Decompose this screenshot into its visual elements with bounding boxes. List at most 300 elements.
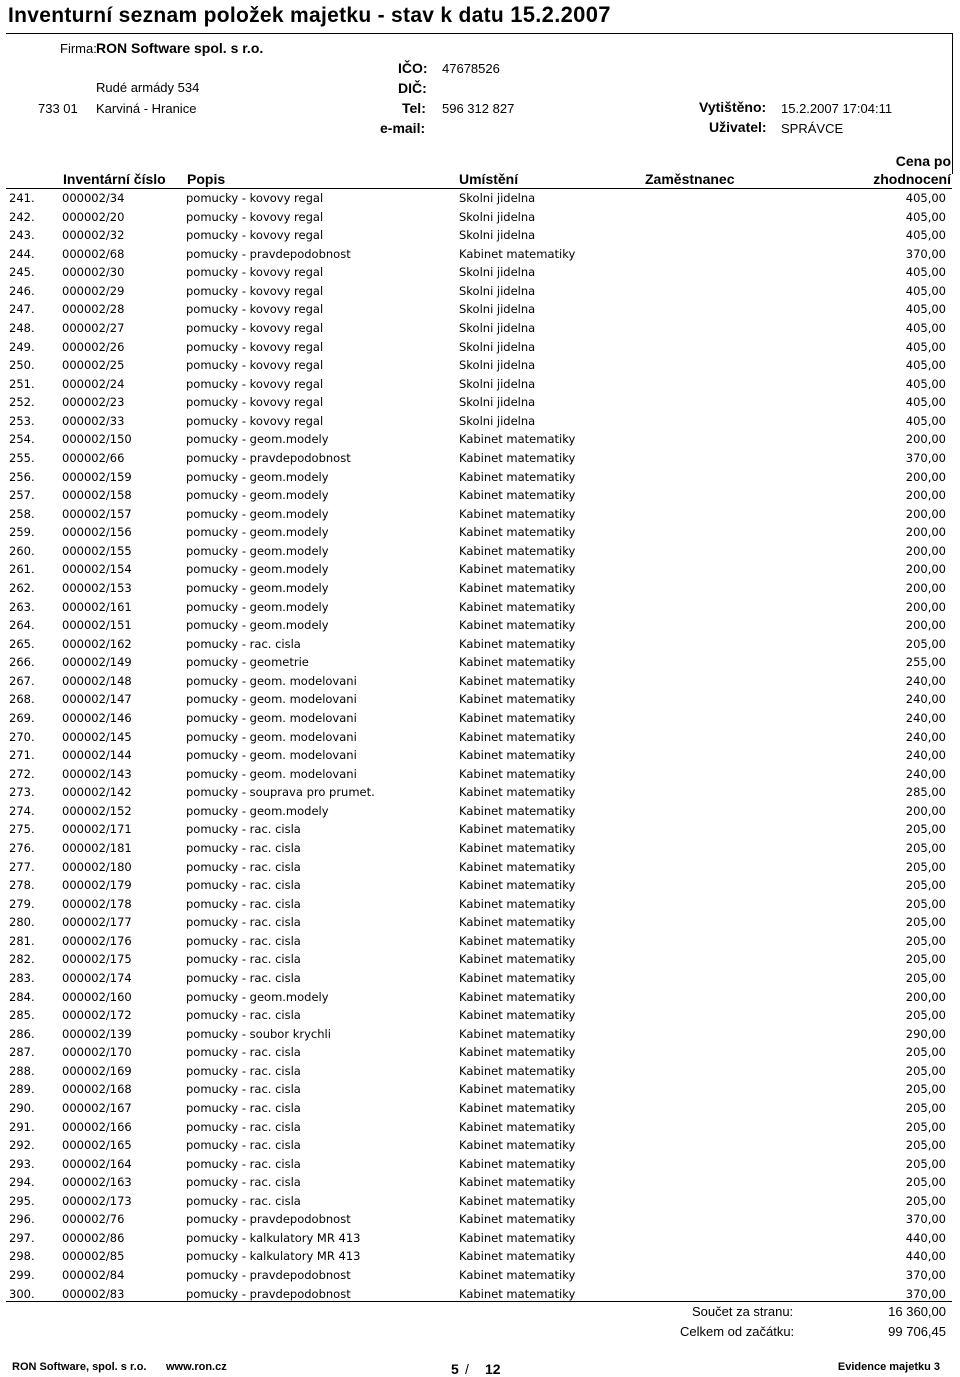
row-location: Kabinet matematiky [459,673,576,688]
row-number: 255. [9,450,35,465]
row-location: Kabinet matematiky [459,1063,576,1078]
table-row [0,523,960,541]
row-inventory-number: 000002/177 [62,915,132,930]
row-location: Kabinet matematiky [459,1045,576,1060]
row-inventory-number: 000002/149 [62,655,132,670]
row-description: pomucky - rac. cisla [186,933,301,948]
row-inventory-number: 000002/173 [62,1193,132,1208]
row-location: Kabinet matematiky [459,878,576,893]
row-value: 405,00 [905,228,946,243]
table-row [0,245,960,263]
row-location: Kabinet matematiky [459,1026,576,1041]
table-row [0,300,960,318]
row-description: pomucky - geom.modely [186,580,329,595]
row-location: Kabinet matematiky [459,1286,576,1301]
row-value: 200,00 [905,506,946,521]
row-number: 284. [9,989,35,1004]
row-number: 242. [9,209,35,224]
row-inventory-number: 000002/32 [62,228,125,243]
table-row [0,468,960,486]
row-number: 245. [9,265,35,280]
row-location: Kabinet matematiky [459,488,576,503]
row-description: pomucky - kovovy regal [186,358,324,373]
row-location: Kabinet matematiky [459,710,576,725]
table-row [0,690,960,708]
row-value: 405,00 [905,320,946,335]
row-description: pomucky - rac. cisla [186,840,301,855]
table-row [0,653,960,671]
row-location: Kabinet matematiky [459,785,576,800]
row-value: 200,00 [905,469,946,484]
row-value: 440,00 [905,1249,946,1264]
row-location: Skolni jidelna [459,265,536,280]
row-value: 205,00 [905,840,946,855]
row-number: 296. [9,1212,35,1227]
row-number: 272. [9,766,35,781]
table-row [0,988,960,1006]
footer-report: Evidence majetku 3 [837,1361,940,1373]
row-location: Kabinet matematiky [459,432,576,447]
table-row [0,598,960,616]
row-inventory-number: 000002/169 [62,1063,132,1078]
row-description: pomucky - geom.modely [186,506,329,521]
row-location: Kabinet matematiky [459,915,576,930]
table-row [0,950,960,968]
row-number: 275. [9,822,35,837]
row-value: 205,00 [905,1156,946,1171]
row-value: 240,00 [905,748,946,763]
row-number: 274. [9,803,35,818]
row-description: pomucky - geom.modely [186,469,329,484]
table-row [0,746,960,764]
row-number: 285. [9,1008,35,1023]
row-value: 205,00 [905,1008,946,1023]
table-row [0,635,960,653]
row-number: 257. [9,488,35,503]
table-row [0,189,960,207]
row-inventory-number: 000002/157 [62,506,132,521]
table-row [0,208,960,226]
row-number: 266. [9,655,35,670]
row-description: pomucky - soubor krychli [186,1026,331,1041]
table-row [0,356,960,374]
row-location: Kabinet matematiky [459,1100,576,1115]
row-description: pomucky - geom.modely [186,432,329,447]
row-value: 205,00 [905,878,946,893]
row-number: 297. [9,1230,35,1245]
row-number: 267. [9,673,35,688]
footer-sep: / [465,1361,469,1377]
row-location: Skolni jidelna [459,376,536,391]
table-row [0,579,960,597]
table-row [0,1025,960,1043]
row-value: 370,00 [905,450,946,465]
row-value: 200,00 [905,599,946,614]
row-number: 265. [9,636,35,651]
row-description: pomucky - pravdepodobnost [186,1212,351,1227]
row-inventory-number: 000002/29 [62,283,125,298]
row-number: 247. [9,302,35,317]
footer-web: www.ron.cz [166,1361,227,1373]
dic-label: DIČ: [398,80,427,96]
row-inventory-number: 000002/178 [62,896,132,911]
row-number: 276. [9,840,35,855]
row-value: 240,00 [905,729,946,744]
row-description: pomucky - rac. cisla [186,1119,301,1134]
table-row [0,858,960,876]
row-value: 205,00 [905,1045,946,1060]
row-number: 283. [9,970,35,985]
row-location: Kabinet matematiky [459,469,576,484]
footer-pages: 12 [485,1361,501,1377]
row-location: Kabinet matematiky [459,1175,576,1190]
table-row [0,1043,960,1061]
row-value: 205,00 [905,859,946,874]
row-inventory-number: 000002/30 [62,265,125,280]
row-inventory-number: 000002/20 [62,209,125,224]
table-row [0,1062,960,1080]
row-location: Kabinet matematiky [459,748,576,763]
row-location: Kabinet matematiky [459,822,576,837]
table-row [0,1006,960,1024]
row-number: 249. [9,339,35,354]
row-location: Kabinet matematiky [459,840,576,855]
row-inventory-number: 000002/176 [62,933,132,948]
row-location: Kabinet matematiky [459,729,576,744]
table-bottom-rule [6,1301,952,1302]
row-value: 200,00 [905,618,946,633]
col-price-2: zhodnocení [873,171,951,187]
row-description: pomucky - rac. cisla [186,896,301,911]
row-location: Kabinet matematiky [459,970,576,985]
row-inventory-number: 000002/167 [62,1100,132,1115]
row-number: 252. [9,395,35,410]
row-inventory-number: 000002/139 [62,1026,132,1041]
row-number: 243. [9,228,35,243]
row-location: Kabinet matematiky [459,599,576,614]
row-location: Kabinet matematiky [459,580,576,595]
row-location: Kabinet matematiky [459,618,576,633]
row-description: pomucky - geom. modelovani [186,710,357,725]
row-number: 294. [9,1175,35,1190]
row-location: Kabinet matematiky [459,1212,576,1227]
table-row [0,393,960,411]
row-value: 200,00 [905,488,946,503]
row-number: 268. [9,692,35,707]
row-value: 240,00 [905,766,946,781]
row-value: 405,00 [905,358,946,373]
row-location: Kabinet matematiky [459,636,576,651]
row-inventory-number: 000002/83 [62,1286,125,1301]
table-row [0,1266,960,1284]
row-number: 300. [9,1286,35,1301]
row-inventory-number: 000002/146 [62,710,132,725]
table-row [0,709,960,727]
row-description: pomucky - geom. modelovani [186,766,357,781]
table-row [0,802,960,820]
row-number: 241. [9,191,35,205]
row-inventory-number: 000002/144 [62,748,132,763]
firma-name: RON Software spol. s r.o. [96,40,264,56]
row-inventory-number: 000002/154 [62,562,132,577]
row-value: 240,00 [905,692,946,707]
row-value: 255,00 [905,655,946,670]
row-inventory-number: 000002/84 [62,1268,125,1283]
row-location: Kabinet matematiky [459,1082,576,1097]
firma-street: Rudé armády 534 [96,80,200,95]
table-row [0,672,960,690]
table-row [0,1080,960,1098]
row-number: 292. [9,1138,35,1153]
row-inventory-number: 000002/152 [62,803,132,818]
row-inventory-number: 000002/153 [62,580,132,595]
row-value: 370,00 [905,1286,946,1301]
row-value: 200,00 [905,543,946,558]
row-description: pomucky - rac. cisla [186,1175,301,1190]
table-row [0,412,960,430]
table-row [0,932,960,950]
row-inventory-number: 000002/162 [62,636,132,651]
row-value: 200,00 [905,562,946,577]
row-location: Kabinet matematiky [459,1268,576,1283]
row-inventory-number: 000002/165 [62,1138,132,1153]
row-inventory-number: 000002/148 [62,673,132,688]
row-value: 205,00 [905,933,946,948]
row-description: pomucky - kovovy regal [186,209,324,224]
row-description: pomucky - kovovy regal [186,320,324,335]
row-value: 405,00 [905,209,946,224]
row-number: 291. [9,1119,35,1134]
row-description: pomucky - kovovy regal [186,395,324,410]
row-value: 205,00 [905,1100,946,1115]
row-value: 405,00 [905,413,946,428]
row-description: pomucky - souprava pro prumet. [186,785,375,800]
row-number: 248. [9,320,35,335]
row-location: Skolni jidelna [459,339,536,354]
row-location: Kabinet matematiky [459,525,576,540]
row-value: 200,00 [905,525,946,540]
row-value: 405,00 [905,339,946,354]
row-description: pomucky - geom. modelovani [186,673,357,688]
table-row [0,913,960,931]
footer-page: 5 [451,1361,459,1377]
row-description: pomucky - kalkulatory MR 413 [186,1230,361,1245]
row-number: 287. [9,1045,35,1060]
row-value: 370,00 [905,1268,946,1283]
row-number: 254. [9,432,35,447]
row-location: Kabinet matematiky [459,859,576,874]
tel-value: 596 312 827 [442,101,515,116]
row-number: 280. [9,915,35,930]
row-description: pomucky - geom.modely [186,525,329,540]
row-number: 251. [9,376,35,391]
row-description: pomucky - rac. cisla [186,1045,301,1060]
row-inventory-number: 000002/179 [62,878,132,893]
table-row [0,1099,960,1117]
row-value: 405,00 [905,376,946,391]
table-row [0,820,960,838]
row-inventory-number: 000002/166 [62,1119,132,1134]
table-row [0,319,960,337]
row-number: 279. [9,896,35,911]
col-loc: Umístění [459,171,519,187]
row-inventory-number: 000002/158 [62,488,132,503]
row-inventory-number: 000002/160 [62,989,132,1004]
row-number: 269. [9,710,35,725]
row-description: pomucky - geom.modely [186,562,329,577]
row-description: pomucky - rac. cisla [186,859,301,874]
row-value: 205,00 [905,952,946,967]
table-row [0,1136,960,1154]
row-description: pomucky - geom.modely [186,989,329,1004]
firma-city: Karviná - Hranice [96,101,197,116]
user-label: Uživatel: [709,119,767,135]
table-row [0,449,960,467]
row-description: pomucky - rac. cisla [186,1138,301,1153]
row-value: 205,00 [905,1175,946,1190]
row-value: 200,00 [905,989,946,1004]
ico-label: IČO: [398,60,428,76]
row-description: pomucky - pravdepodobnost [186,450,351,465]
row-inventory-number: 000002/27 [62,320,125,335]
row-number: 244. [9,246,35,261]
row-inventory-number: 000002/155 [62,543,132,558]
row-location: Kabinet matematiky [459,562,576,577]
row-inventory-number: 000002/170 [62,1045,132,1060]
row-inventory-number: 000002/68 [62,246,125,261]
row-description: pomucky - geom. modelovani [186,692,357,707]
row-inventory-number: 000002/164 [62,1156,132,1171]
row-inventory-number: 000002/180 [62,859,132,874]
table-row [0,560,960,578]
row-location: Kabinet matematiky [459,1249,576,1264]
row-value: 200,00 [905,432,946,447]
row-inventory-number: 000002/142 [62,785,132,800]
row-inventory-number: 000002/28 [62,302,125,317]
table-row [0,1155,960,1173]
row-location: Skolni jidelna [459,358,536,373]
row-description: pomucky - rac. cisla [186,1063,301,1078]
printed-value: 15.2.2007 17:04:11 [781,101,893,116]
row-number: 281. [9,933,35,948]
row-inventory-number: 000002/145 [62,729,132,744]
row-number: 288. [9,1063,35,1078]
row-location: Kabinet matematiky [459,1156,576,1171]
table-row [0,1192,960,1210]
row-description: pomucky - rac. cisla [186,1008,301,1023]
row-description: pomucky - rac. cisla [186,1082,301,1097]
row-description: pomucky - rac. cisla [186,970,301,985]
row-value: 205,00 [905,896,946,911]
page-title [8,2,611,28]
row-inventory-number: 000002/147 [62,692,132,707]
table-row [0,226,960,244]
row-location: Kabinet matematiky [459,989,576,1004]
row-number: 264. [9,618,35,633]
row-value: 290,00 [905,1026,946,1041]
row-description: pomucky - kovovy regal [186,413,324,428]
row-description: pomucky - kovovy regal [186,283,324,298]
row-location: Kabinet matematiky [459,933,576,948]
row-location: Kabinet matematiky [459,450,576,465]
row-value: 285,00 [905,785,946,800]
table-row [0,839,960,857]
row-location: Skolni jidelna [459,413,536,428]
row-description: pomucky - geom. modelovani [186,729,357,744]
row-number: 299. [9,1268,35,1283]
row-location: Kabinet matematiky [459,803,576,818]
row-location: Skolni jidelna [459,209,536,224]
row-location: Skolni jidelna [459,228,536,243]
row-description: pomucky - geom.modely [186,599,329,614]
row-number: 298. [9,1249,35,1264]
row-value: 205,00 [905,822,946,837]
grand-total-label: Celkem od začátku: [680,1324,795,1339]
row-value: 205,00 [905,1193,946,1208]
row-value: 205,00 [905,1119,946,1134]
table-row [0,505,960,523]
row-description: pomucky - kovovy regal [186,265,324,280]
row-inventory-number: 000002/26 [62,339,125,354]
firma-label: Firma: [60,41,97,56]
row-location: Kabinet matematiky [459,1230,576,1245]
row-description: pomucky - geom.modely [186,618,329,633]
row-inventory-number: 000002/163 [62,1175,132,1190]
row-inventory-number: 000002/168 [62,1082,132,1097]
table-row [0,728,960,746]
row-value: 205,00 [905,1138,946,1153]
row-description: pomucky - rac. cisla [186,1156,301,1171]
row-inventory-number: 000002/175 [62,952,132,967]
row-value: 205,00 [905,970,946,985]
row-number: 259. [9,525,35,540]
row-inventory-number: 000002/86 [62,1230,125,1245]
row-location: Kabinet matematiky [459,655,576,670]
table-row [0,282,960,300]
row-number: 250. [9,358,35,373]
table-row [0,969,960,987]
row-inventory-number: 000002/150 [62,432,132,447]
row-description: pomucky - rac. cisla [186,878,301,893]
table-row [0,616,960,634]
row-value: 240,00 [905,710,946,725]
row-location: Kabinet matematiky [459,1138,576,1153]
row-value: 240,00 [905,673,946,688]
row-description: pomucky - pravdepodobnost [186,1268,351,1283]
row-inventory-number: 000002/25 [62,358,125,373]
row-description: pomucky - kovovy regal [186,376,324,391]
page-total-value: 16 360,00 [888,1304,946,1319]
ico-value: 47678526 [442,61,500,76]
row-location: Skolni jidelna [459,191,536,205]
row-value: 205,00 [905,915,946,930]
row-location: Kabinet matematiky [459,896,576,911]
row-location: Kabinet matematiky [459,766,576,781]
table-row [0,1118,960,1136]
row-value: 370,00 [905,1212,946,1227]
row-description: pomucky - rac. cisla [186,1193,301,1208]
row-description: pomucky - geom. modelovani [186,748,357,763]
table-row [0,1285,960,1303]
row-location: Kabinet matematiky [459,1119,576,1134]
col-inv: Inventární číslo [63,171,166,187]
table-row [0,375,960,393]
row-number: 258. [9,506,35,521]
row-inventory-number: 000002/161 [62,599,132,614]
row-number: 278. [9,878,35,893]
table-row [0,430,960,448]
row-value: 205,00 [905,1063,946,1078]
